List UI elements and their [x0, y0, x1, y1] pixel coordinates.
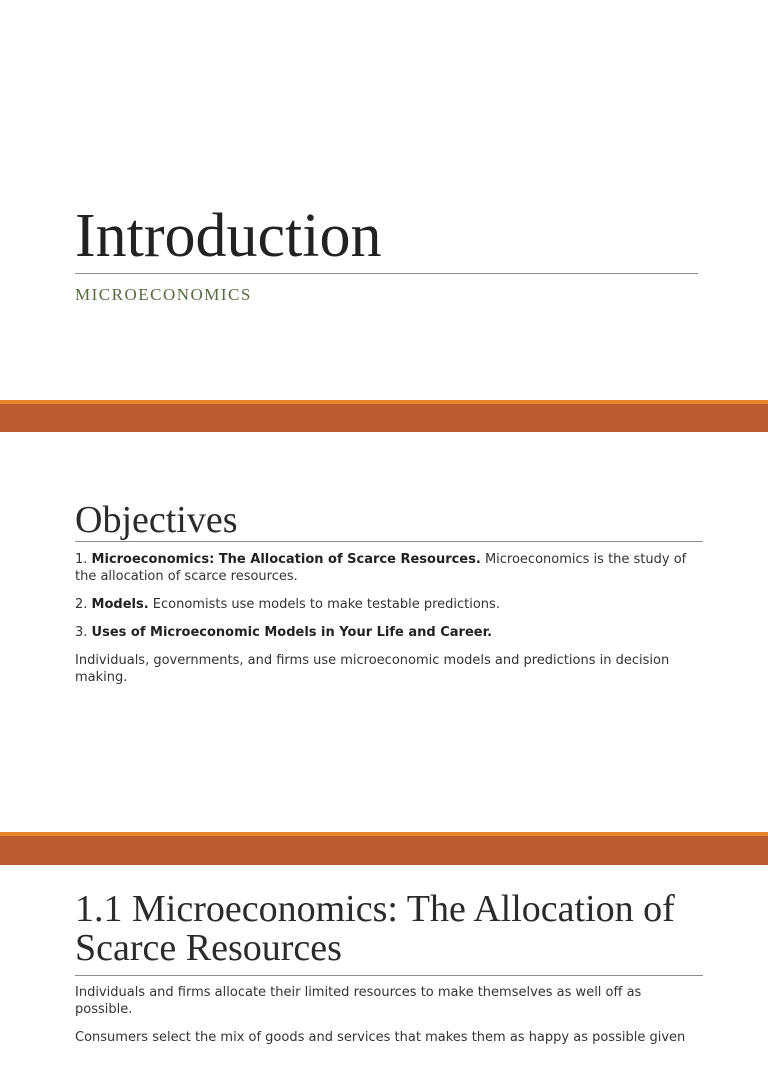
objective-bold-label: Microeconomics: The Allocation of Scarce Resources. — [91, 552, 481, 567]
objective-bold-label: Uses of Microeconomic Models in Your Life and Career. — [91, 625, 493, 640]
slide-separator — [0, 832, 768, 865]
objective-text: Economists use models to make testable predictions. — [148, 597, 500, 612]
slide-title — [0, 0, 768, 400]
objective-text: Microeconomics is the study of the allocation of scarce resources. — [75, 552, 687, 584]
slide-section-1-1 — [0, 865, 768, 1065]
slide-objectives — [0, 432, 768, 832]
section-paragraph: Individuals and firms allocate their limited resources to make themselves as well off as possible. — [75, 985, 642, 1017]
section-divider-line — [75, 975, 703, 976]
objectives-body — [75, 551, 695, 697]
objective-item-3 — [75, 624, 695, 641]
objectives-divider-line — [75, 541, 703, 542]
section-1-1-body — [75, 984, 695, 1057]
section-paragraph: Consumers select the mix of goods and services that makes them as happy as possible given — [75, 1030, 686, 1045]
section-1-1-heading: 1.1 Microeconomics: The Allocation of Scarce Resources — [75, 888, 675, 969]
objectives-heading: Objectives — [75, 499, 238, 541]
objective-number: 3. — [75, 625, 88, 640]
objective-number: 1. — [75, 552, 88, 567]
objective-item-2 — [75, 596, 695, 613]
slide-subtitle: MICROECONOMICS — [75, 285, 252, 304]
objectives-paragraph: Individuals, governments, and firms use microeconomic models and predictions in decision making. — [75, 653, 670, 685]
objective-item-1 — [75, 551, 695, 585]
objective-number: 2. — [75, 597, 88, 612]
title-divider-line — [75, 273, 698, 274]
slide-separator — [0, 400, 768, 432]
slide-title-heading: Introduction — [75, 202, 382, 270]
objective-bold-label: Models. — [91, 597, 149, 612]
